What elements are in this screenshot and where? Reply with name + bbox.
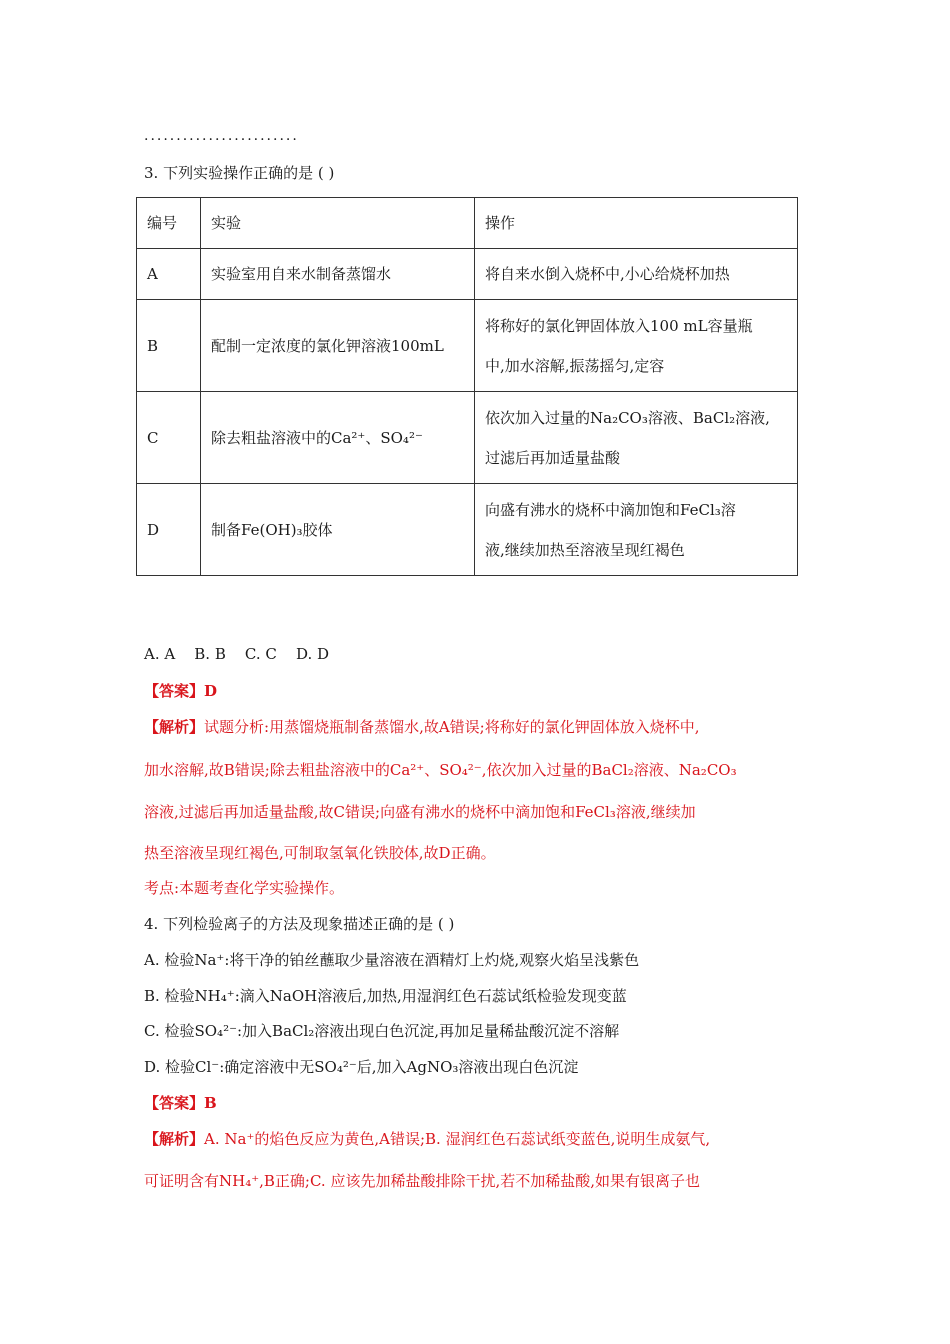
row-id: B bbox=[137, 300, 201, 392]
analysis-text: 试题分析:用蒸馏烧瓶制备蒸馏水,故A错误;将称好的氯化钾固体放入烧杯中, bbox=[204, 718, 700, 736]
operation-line: 向盛有沸水的烧杯中滴加饱和FeCl₃溶 bbox=[485, 500, 736, 519]
row-id: C bbox=[137, 392, 201, 484]
row-experiment: 除去粗盐溶液中的Ca²⁺、SO₄²⁻ bbox=[201, 392, 475, 484]
analysis-line: 加水溶解,故B错误;除去粗盐溶液中的Ca²⁺、SO₄²⁻,依次加入过量的BaCl₂溶液、Na₂CO₃ bbox=[144, 761, 737, 779]
header-operation: 操作 bbox=[475, 198, 798, 249]
question-4-option-a: A. 检验Na⁺:将干净的铂丝蘸取少量溶液在酒精灯上灼烧,观察火焰呈浅紫色 bbox=[144, 951, 640, 969]
answer-value: B bbox=[204, 1094, 217, 1112]
row-id: D bbox=[137, 484, 201, 576]
operation-line: 液,继续加热至溶液呈现红褐色 bbox=[485, 540, 685, 559]
analysis-text: A. Na⁺的焰色反应为黄色,A错误;B. 湿润红色石蕊试纸变蓝色,说明生成氨气, bbox=[204, 1130, 711, 1148]
row-experiment: 配制一定浓度的氯化钾溶液100mL bbox=[201, 300, 475, 392]
question-4-option-b: B. 检验NH₄⁺:滴入NaOH溶液后,加热,用湿润红色石蕊试纸检验发现变蓝 bbox=[144, 987, 627, 1005]
row-experiment: 实验室用自来水制备蒸馏水 bbox=[201, 249, 475, 300]
row-operation bbox=[475, 249, 798, 300]
operation-line: 依次加入过量的Na₂CO₃溶液、BaCl₂溶液, bbox=[485, 408, 770, 427]
experiment-table bbox=[136, 197, 798, 576]
row-operation bbox=[475, 300, 798, 392]
operation-line: 中,加水溶解,振荡摇匀,定容 bbox=[485, 356, 665, 375]
question-4-stem: 4. 下列检验离子的方法及现象描述正确的是 ( ) bbox=[144, 915, 455, 933]
table-header-row bbox=[137, 198, 798, 249]
answer-tag: 【答案】 bbox=[144, 1094, 205, 1112]
table-row bbox=[137, 392, 798, 484]
dotted-separator: ........................ bbox=[144, 128, 299, 144]
question-4-option-d: D. 检验Cl⁻:确定溶液中无SO₄²⁻后,加入AgNO₃溶液出现白色沉淀 bbox=[144, 1058, 579, 1076]
analysis-line bbox=[144, 716, 700, 737]
table-row bbox=[137, 484, 798, 576]
question-3-stem: 3. 下列实验操作正确的是 ( ) bbox=[144, 164, 335, 182]
row-operation bbox=[475, 392, 798, 484]
kaodian-line: 考点:本题考查化学实验操作。 bbox=[144, 879, 345, 897]
answer-tag: 【答案】 bbox=[144, 682, 205, 700]
analysis-tag: 【解析】 bbox=[144, 1130, 205, 1148]
question-3-options: A. A B. B C. C D. D bbox=[144, 645, 330, 663]
row-operation bbox=[475, 484, 798, 576]
table-row bbox=[137, 249, 798, 300]
row-id: A bbox=[137, 249, 201, 300]
analysis-tag: 【解析】 bbox=[144, 718, 205, 736]
operation-line: 将自来水倒入烧杯中,小心给烧杯加热 bbox=[485, 265, 730, 283]
analysis-line: 热至溶液呈现红褐色,可制取氢氧化铁胶体,故D正确。 bbox=[144, 844, 496, 862]
analysis-line: 可证明含有NH₄⁺,B正确;C. 应该先加稀盐酸排除干扰,若不加稀盐酸,如果有银离子也 bbox=[144, 1172, 700, 1190]
question-3-answer bbox=[144, 680, 217, 701]
header-id: 编号 bbox=[137, 198, 201, 249]
row-experiment: 制备Fe(OH)₃胶体 bbox=[201, 484, 475, 576]
operation-line: 将称好的氯化钾固体放入100 mL容量瓶 bbox=[485, 316, 753, 335]
operation-line: 过滤后再加适量盐酸 bbox=[485, 448, 621, 467]
table-row bbox=[137, 300, 798, 392]
question-4-answer bbox=[144, 1092, 217, 1113]
analysis-line: 溶液,过滤后再加适量盐酸,故C错误;向盛有沸水的烧杯中滴加饱和FeCl₃溶液,继续加 bbox=[144, 803, 696, 821]
answer-value: D bbox=[204, 682, 218, 700]
header-experiment: 实验 bbox=[201, 198, 475, 249]
question-4-option-c: C. 检验SO₄²⁻:加入BaCl₂溶液出现白色沉淀,再加足量稀盐酸沉淀不溶解 bbox=[144, 1022, 620, 1040]
analysis-line bbox=[144, 1128, 710, 1149]
